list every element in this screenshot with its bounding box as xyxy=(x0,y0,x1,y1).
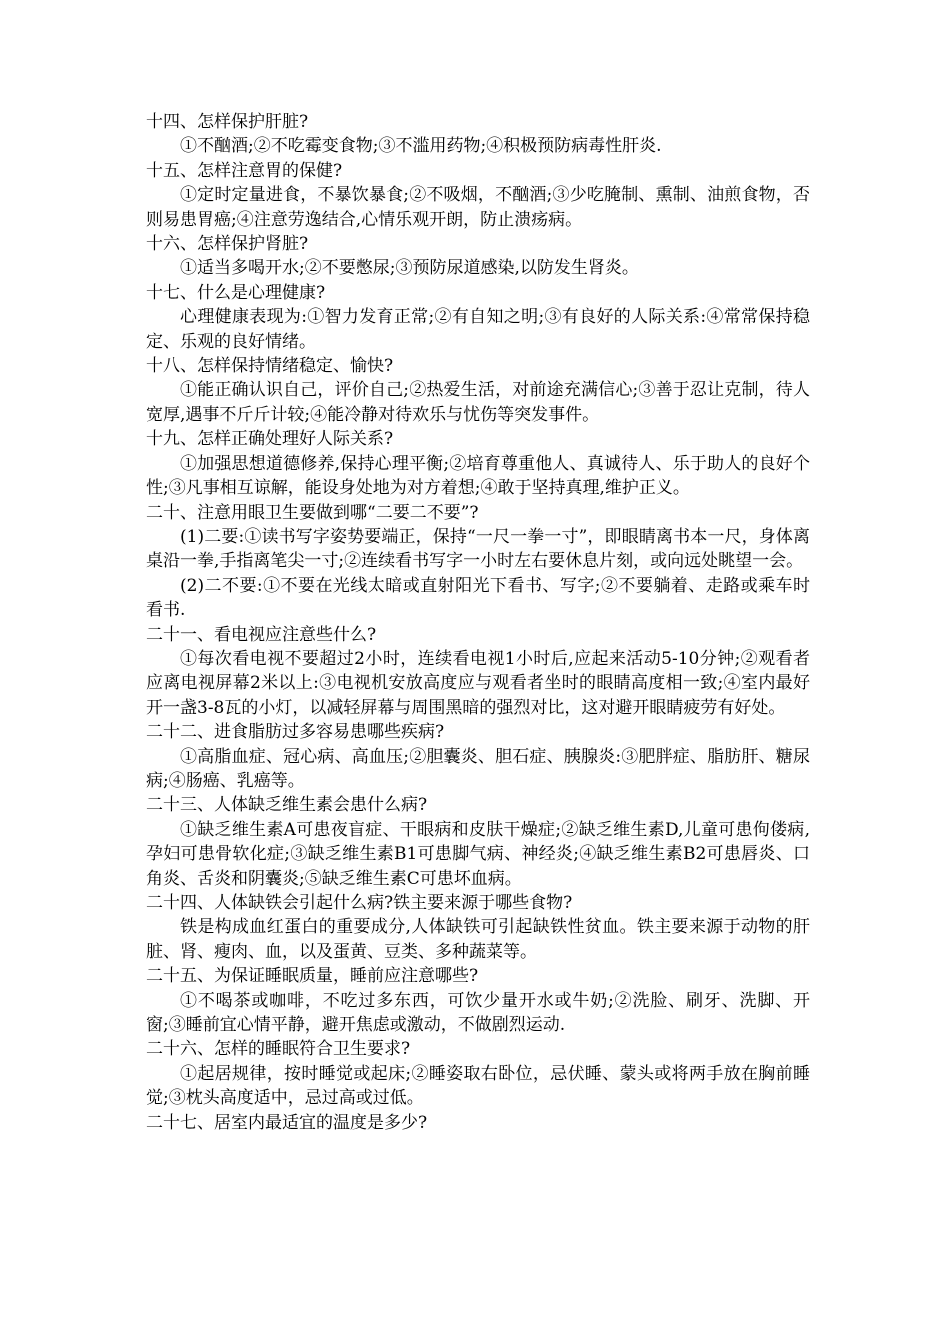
section-19 xyxy=(146,427,810,500)
answer-paragraph: (1)二要:①读书写字姿势要端正，保持“一尺一拳一寸”，即眼睛离书本一尺，身体离桌沿一拳,手指离笔尖一寸;②连续看书写字一小时左右要休息片刻，或向远处眺望一会。 xyxy=(146,526,810,572)
answer-paragraph: 铁是构成血红蛋白的重要成分,人体缺铁可引起缺铁性贫血。铁主要来源于动物的肝脏、肾、瘦肉、血，以及蛋黄、豆类、多种蔬菜等。 xyxy=(146,917,810,962)
section-15 xyxy=(146,159,810,232)
section-16 xyxy=(146,232,810,281)
question-heading: 二十一、看电视应注意些什么? xyxy=(146,624,377,645)
answer-paragraph: ①每次看电视不要超过2小时，连续看电视1小时后,应起来活动5-10分钟;②观看者应离电视屏幕2米以上:③电视机安放高度应与观看者坐时的眼睛高度相一致;④室内最好开一盏3-8瓦的小灯，以减轻屏幕与周围黑暗的强烈对比，这对避开眼睛疲劳有好处。 xyxy=(146,648,810,718)
section-21 xyxy=(146,623,810,721)
section-18 xyxy=(146,354,810,427)
section-14 xyxy=(146,110,810,159)
answer-paragraph: ①起居规律，按时睡觉或起床;②睡姿取右卧位，忌伏睡、蒙头或将两手放在胸前睡觉;③枕头高度适中，忌过高或过低。 xyxy=(146,1063,810,1109)
question-heading: 二十四、人体缺铁会引起什么病?铁主要来源于哪些食物? xyxy=(146,893,573,913)
question-heading: 二十二、进食脂肪过多容易患哪些疾病? xyxy=(146,722,445,743)
answer-paragraph: ①能正确认识自己，评价自己;②热爱生活，对前途充满信心;③善于忍让克制，待人宽厚,遇事不斤斤计较;④能冷静对待欢乐与忧伤等突发事件。 xyxy=(146,380,810,425)
section-23 xyxy=(146,793,810,891)
answer-paragraph: ①不酗酒;②不吃霉变食物;③不滥用药物;④积极预防病毒性肝炎. xyxy=(180,136,662,157)
question-heading: 二十、注意用眼卫生要做到哪“二要二不要”? xyxy=(146,502,479,523)
answer-paragraph: ①加强思想道德修养,保持心理平衡;②培育尊重他人、真诚待人、乐于助人的良好个性;③凡事相互谅解，能设身处地为对方着想;④敢于坚持真理,维护正义。 xyxy=(146,453,810,499)
section-22 xyxy=(146,720,810,793)
question-heading: 二十六、怎样的睡眠符合卫生要求? xyxy=(146,1039,411,1060)
section-20 xyxy=(146,501,810,623)
section-24 xyxy=(146,891,810,964)
answer-paragraph: ①不喝茶或咖啡，不吃过多东西，可饮少量开水或牛奶;②洗脸、刷牙、洗脚、开窗;③睡前宜心情平静，避开焦虑或激动，不做剧烈运动. xyxy=(146,990,810,1036)
question-heading: 二十三、人体缺乏维生素会患什么病? xyxy=(146,795,428,816)
question-heading: 十七、什么是心理健康? xyxy=(146,282,326,303)
question-heading: 二十五、为保证睡眠质量，睡前应注意哪些? xyxy=(146,966,479,987)
section-25 xyxy=(146,964,810,1037)
question-heading: 十四、怎样保护肝脏? xyxy=(146,112,309,132)
question-heading: 十八、怎样保持情绪稳定、愉快? xyxy=(146,356,394,377)
answer-paragraph: 心理健康表现为:①智力发育正常;②有自知之明;③有良好的人际关系:④常常保持稳定、乐观的良好情绪。 xyxy=(146,307,810,352)
answer-paragraph: (2)二不要:①不要在光线太暗或直射阳光下看书、写字;②不要躺着、走路或乘车时看书. xyxy=(146,575,810,621)
answer-paragraph: ①高脂血症、冠心病、高血压;②胆囊炎、胆石症、胰腺炎:③肥胖症、脂肪肝、糖尿病;④肠癌、乳癌等。 xyxy=(146,746,810,791)
answer-paragraph: ①适当多喝开水;②不要憋尿;③预防尿道感染,以防发生肾炎。 xyxy=(180,258,639,279)
section-27 xyxy=(146,1111,810,1135)
question-heading: 十六、怎样保护肾脏? xyxy=(146,234,309,255)
section-26 xyxy=(146,1037,810,1110)
answer-paragraph: ①缺乏维生素A可患夜盲症、干眼病和皮肤干燥症;②缺乏维生素D,儿童可患佝偻病,孕妇可患骨软化症;③缺乏维生素B1可患脚气病、神经炎;④缺乏维生素B2可患唇炎、口角炎、舌炎和阴囊炎;⑤缺乏维生素C可患坏血病。 xyxy=(146,819,810,889)
section-17 xyxy=(146,281,810,354)
question-heading: 十五、怎样注意胃的保健? xyxy=(146,160,343,181)
document-page xyxy=(146,110,810,1135)
question-heading: 二十七、居室内最适宜的温度是多少? xyxy=(146,1112,428,1133)
question-heading: 十九、怎样正确处理好人际关系? xyxy=(146,429,394,450)
answer-paragraph: ①定时定量进食，不暴饮暴食;②不吸烟，不酗酒;③少吃腌制、熏制、油煎食物，否则易患胃癌;④注意劳逸结合,心情乐观开朗，防止溃疡病。 xyxy=(146,185,810,230)
